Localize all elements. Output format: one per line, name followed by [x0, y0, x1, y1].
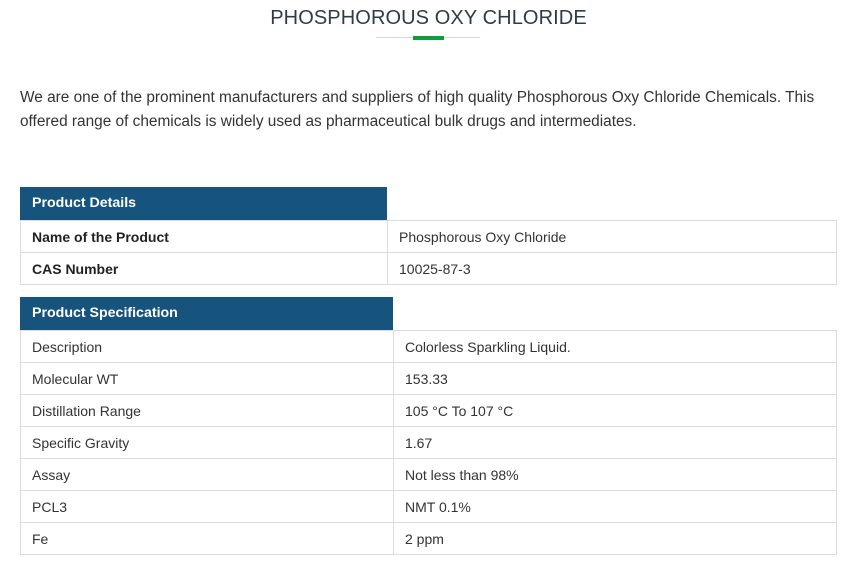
spec-value: 153.33 — [394, 363, 837, 395]
table-row — [21, 395, 837, 427]
title-accent-bar — [413, 36, 444, 40]
product-specification-table — [20, 330, 837, 555]
table-row — [21, 459, 837, 491]
table-row — [21, 363, 837, 395]
product-specification-header: Product Specification — [20, 297, 393, 330]
product-name-label: Name of the Product — [21, 221, 388, 253]
product-details-table — [20, 220, 837, 285]
table-row — [21, 523, 837, 555]
product-details-header: Product Details — [20, 187, 387, 220]
table-row — [21, 491, 837, 523]
table-row — [21, 253, 837, 285]
spec-label: Distillation Range — [21, 395, 394, 427]
spec-label: Specific Gravity — [21, 427, 394, 459]
spec-value: Colorless Sparkling Liquid. — [394, 331, 837, 363]
table-row — [21, 331, 837, 363]
spec-value: 105 °C To 107 °C — [394, 395, 837, 427]
spec-label: Fe — [21, 523, 394, 555]
spec-value: 1.67 — [394, 427, 837, 459]
spec-value: NMT 0.1% — [394, 491, 837, 523]
cas-number-value: 10025-87-3 — [388, 253, 837, 285]
table-row — [21, 427, 837, 459]
table-row — [21, 221, 837, 253]
page-title: PHOSPHOROUS OXY CHLORIDE — [270, 7, 587, 29]
cas-number-label: CAS Number — [21, 253, 388, 285]
spec-label: PCL3 — [21, 491, 394, 523]
spec-value: 2 ppm — [394, 523, 837, 555]
product-name-value: Phosphorous Oxy Chloride — [388, 221, 837, 253]
spec-value: Not less than 98% — [394, 459, 837, 491]
spec-label: Description — [21, 331, 394, 363]
intro-paragraph: We are one of the prominent manufacturers and suppliers of high quality Phosphorous Oxy Chloride Chemicals. This offered range of chemicals is widely used as pharmaceutical bulk drugs and intermediates. — [20, 89, 815, 130]
spec-label: Assay — [21, 459, 394, 491]
spec-label: Molecular WT — [21, 363, 394, 395]
